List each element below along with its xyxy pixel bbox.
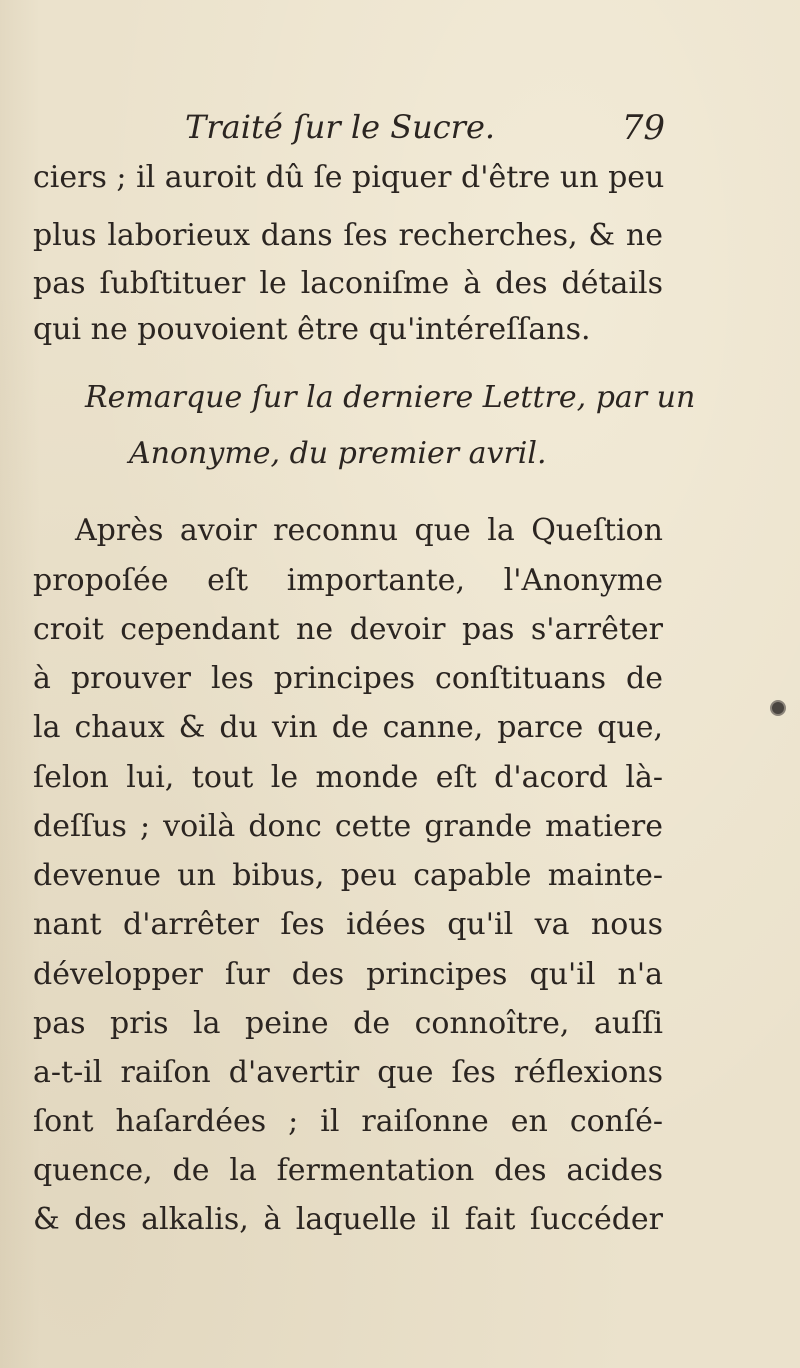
text-line: plus laborieux dans ſes recherches, & ne	[33, 218, 663, 253]
text-line: propoſée eſt importante, l'Anonyme	[33, 563, 663, 598]
text-line: croit cependant ne devoir pas s'arrêter	[33, 612, 663, 647]
text-line: pas ſubſtituer le laconiſme à des détails	[33, 266, 663, 301]
text-line: Après avoir reconnu que la Queſtion	[75, 513, 663, 548]
text-line: à prouver les principes conſtituans de	[33, 661, 663, 696]
text-line: développer ſur des principes qu'il n'a	[33, 957, 663, 992]
text-line: quence, de la fermentation des acides	[33, 1153, 663, 1188]
text-line: ſont haſardées ; il raiſonne en conſé-	[33, 1104, 663, 1139]
page-number: 79	[621, 108, 665, 148]
text-line: la chaux & du vin de canne, parce que,	[33, 710, 663, 745]
text-line: deſſus ; voilà donc cette grande matiere	[33, 809, 663, 844]
heading-line-2: Anonyme, du premier avril.	[129, 436, 547, 471]
running-title: Traité ſur le Sucre.	[185, 108, 496, 146]
text-line: devenue un bibus, peu capable mainte-	[33, 858, 663, 893]
text-line: ſelon lui, tout le monde eſt d'acord là-	[33, 760, 663, 795]
heading-line-1: Remarque ſur la derniere Lettre, par un	[85, 380, 696, 415]
page-header	[185, 108, 665, 152]
text-line: pas pris la peine de connoître, auſſi	[33, 1006, 663, 1041]
text-line: & des alkalis, à laquelle il fait ſuccéder	[33, 1202, 663, 1237]
text-line: nant d'arrêter ſes idées qu'il va nous	[33, 907, 663, 942]
text-line: a-t-il raiſon d'avertir que ſes réflexions	[33, 1055, 663, 1090]
text-line: ciers ; il auroit dû ſe piquer d'être un peu	[33, 160, 665, 195]
ink-spot	[770, 700, 786, 716]
text-line: qui ne pouvoient être qu'intéreſſans.	[33, 312, 591, 347]
